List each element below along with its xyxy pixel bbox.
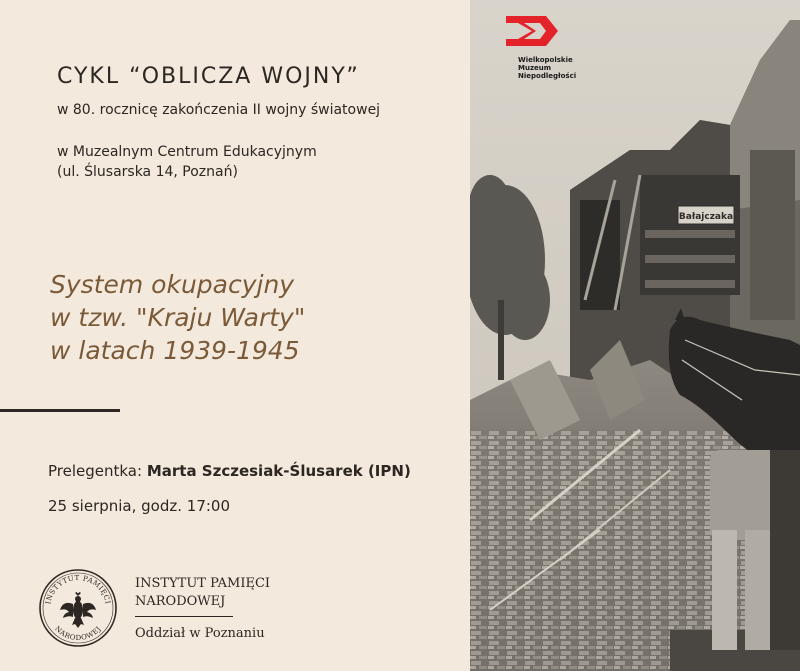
museum-name — [518, 56, 576, 80]
lecture-title-line: w latach 1939-1945 — [50, 336, 300, 365]
lecture-title-line: System okupacyjny — [50, 270, 295, 299]
speaker-label: Prelegentka: — [48, 462, 147, 480]
venue-name: w Muzealnym Centrum Edukacyjnym — [57, 144, 317, 160]
ipn-name-line: INSTYTUT PAMIĘCI — [135, 576, 271, 591]
worker-figure — [710, 450, 800, 650]
event-date: 25 sierpnia, godz. 17:00 — [48, 497, 231, 515]
speaker-name: Marta Szczesiak-Ślusarek (IPN) — [146, 462, 411, 480]
ipn-divider — [135, 616, 233, 617]
street-sign: Bałajczaka — [678, 212, 734, 222]
svg-text:NARODOWEJ: NARODOWEJ — [53, 624, 103, 643]
ipn-name-line: NARODOWEJ — [135, 594, 226, 609]
lecture-title-line: w tzw. "Kraju Warty" — [50, 303, 306, 332]
svg-text:INSTYTUT PAMIĘCI: INSTYTUT PAMIĘCI — [44, 573, 112, 605]
museum-name-line: Wielkopolskie — [518, 56, 573, 64]
speaker-line — [48, 462, 411, 480]
ruins-photo-image — [470, 0, 800, 671]
venue-address: (ul. Ślusarska 14, Poznań) — [57, 164, 238, 180]
divider — [0, 409, 120, 412]
eagle-icon — [60, 592, 96, 628]
lecture-title — [50, 268, 305, 367]
ipn-branch: Oddział w Poznaniu — [135, 626, 265, 641]
ipn-name — [135, 575, 270, 611]
museum-name-line: Niepodległości — [518, 72, 577, 80]
museum-name-line: Muzeum — [518, 64, 552, 72]
ipn-seal-logo — [38, 568, 118, 648]
anniversary-subtitle: w 80. rocznicę zakończenia II wojny światowej — [57, 102, 381, 118]
museum-logo-icon — [504, 14, 560, 48]
war-ruins-photo — [470, 0, 800, 671]
cycle-title: CYKL “OBLICZA WOJNY” — [57, 64, 360, 89]
